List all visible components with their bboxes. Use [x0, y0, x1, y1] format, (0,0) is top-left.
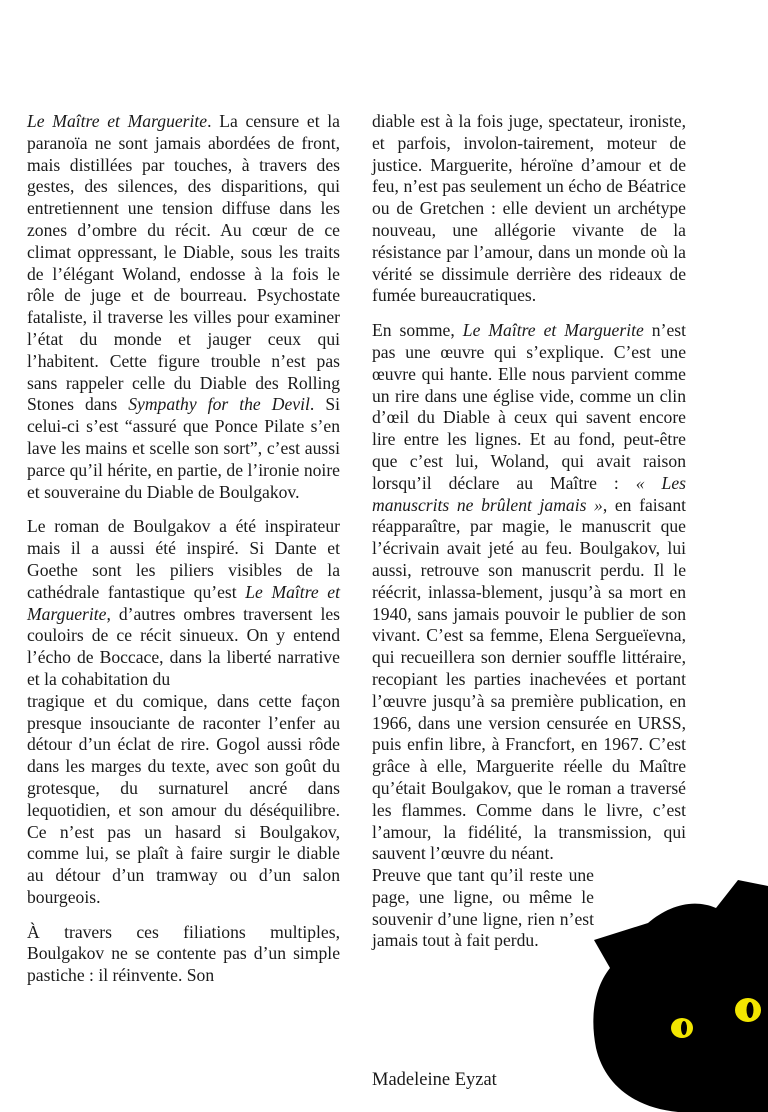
cat-silhouette	[593, 880, 768, 1112]
book-title: Le Maître et Marguerite	[462, 320, 644, 341]
cat-right-pupil	[747, 1002, 754, 1018]
book-title: Le Maître et Marguerite	[27, 111, 208, 131]
left-column	[27, 111, 340, 987]
paragraph: Le Maître et Marguerite. La censure et la paranoïa ne sont jamais abordées de front, mais distillées par touches, à travers des gestes, des silences, des disparitions, qui entretiennent une tension diffuse dans les zones d’ombre du récit. Au cœur de ce climat oppressant, le Diable, sous les traits de l’élégant Woland, endosse à la fois le rôle de juge et de bourreau. Psychostate fataliste, il traverse les villes pour examiner l’état du monde et jauger ceux qui l’habitent. Cette figure trouble n’est pas sans rappeler celle du Diable des Rolling Stones dans Sympathy for the Devil. Si celui-ci s’est “assuré que Ponce Pilate s’en lave les mains et scelle son sort”, c’est aussi parce qu’il hérite, en partie, de l’ironie noire et souveraine du Diable de Boulgakov.	[27, 111, 340, 502]
paragraph: En somme, Le Maître et Marguerite n’est pas une œuvre qui s’explique. C’est une œuvre qui hante. Elle nous parvient comme un rire dans une église vide, comme un clin d’œil du Diable à ceux qui savent encore lire entre les lignes. Et au fond, peut-être que c’est lui, Woland, qui avait raison lorsqu’il déclare au Maître : « Les manuscrits ne brûlent jamais », en faisant réapparaître, par magie, le manuscrit que l’écrivain avait jeté au feu. Boulgakov, lui aussi, retrouve son manuscrit perdu. Il le réécrit, inlassa-blement, jusqu’à sa mort en 1940, sans jamais pouvoir le publier de son vivant. C’est sa femme, Elena Sergueïevna, qui recueillera son dernier souffle littéraire, recopiant les parties inachevées et portant l’œuvre jusqu’à sa première publication, en 1966, dans une version censurée en URSS, puis enfin libre, à Francfort, en 1967. C’est grâce à elle, Marguerite réelle du Maître qu’était Boulgakov, que le roman a traversé les flammes. Comme dans le livre, c’est l’amour, la fidélité, la transmission, qui sauvent l’œuvre du néant.	[372, 320, 686, 864]
closing-paragraph: Preuve que tant qu’il reste une page, une ligne, ou même le souvenir d’une ligne, rien n’est jamais tout à fait perdu.	[372, 865, 594, 951]
author-signature: Madeleine Eyzat	[372, 1070, 497, 1090]
black-cat-icon	[588, 868, 768, 1112]
book-title: Le Maître et Marguerite	[27, 581, 340, 624]
right-column	[372, 111, 686, 952]
paragraph: Le roman de Boulgakov a été inspirateur mais il a aussi été inspiré. Si Dante et Goethe sont les piliers visibles de la cathédrale fantastique qu’est Le Maître et Marguerite, d’autres ombres traversent les couloirs de ce récit sinueux. On y entend l’écho de Boccace, dans la liberté narrative et la cohabitation du tragique et du comique, dans cette façon presque insouciante de raconter l’enfer au détour d’un éclat de rire. Gogol aussi rôde dans les marges du texte, avec son goût du grotesque, du surnaturel ancré dans lequotidien, et son amour du déséquilibre. Ce n’est pas un hasard si Boulgakov, comme lui, se plaît à faire surgir le diable au détour d’un tramway ou d’un salon bourgeois.	[27, 516, 340, 907]
paragraph: À travers ces filiations multiples, Boulgakov ne se contente pas d’un simple pastiche : il réinvente. Son	[27, 921, 340, 986]
paragraph: diable est à la fois juge, spectateur, ironiste, et parfois, involon-tairement, moteur de justice. Marguerite, héroïne d’amour et de feu, n’est pas seulement un écho de Béatrice ou de Gretchen : elle devient un archétype nouveau, une allégorie vivante de la résistance par l’amour, dans un monde où la vérité se dissimule derrière des rideaux de fumée bureaucratiques.	[372, 111, 686, 306]
song-title: Sympathy for the Devil	[128, 394, 310, 415]
cat-left-pupil	[681, 1021, 687, 1035]
quote: « Les manuscrits ne brûlent jamais »	[372, 472, 686, 515]
